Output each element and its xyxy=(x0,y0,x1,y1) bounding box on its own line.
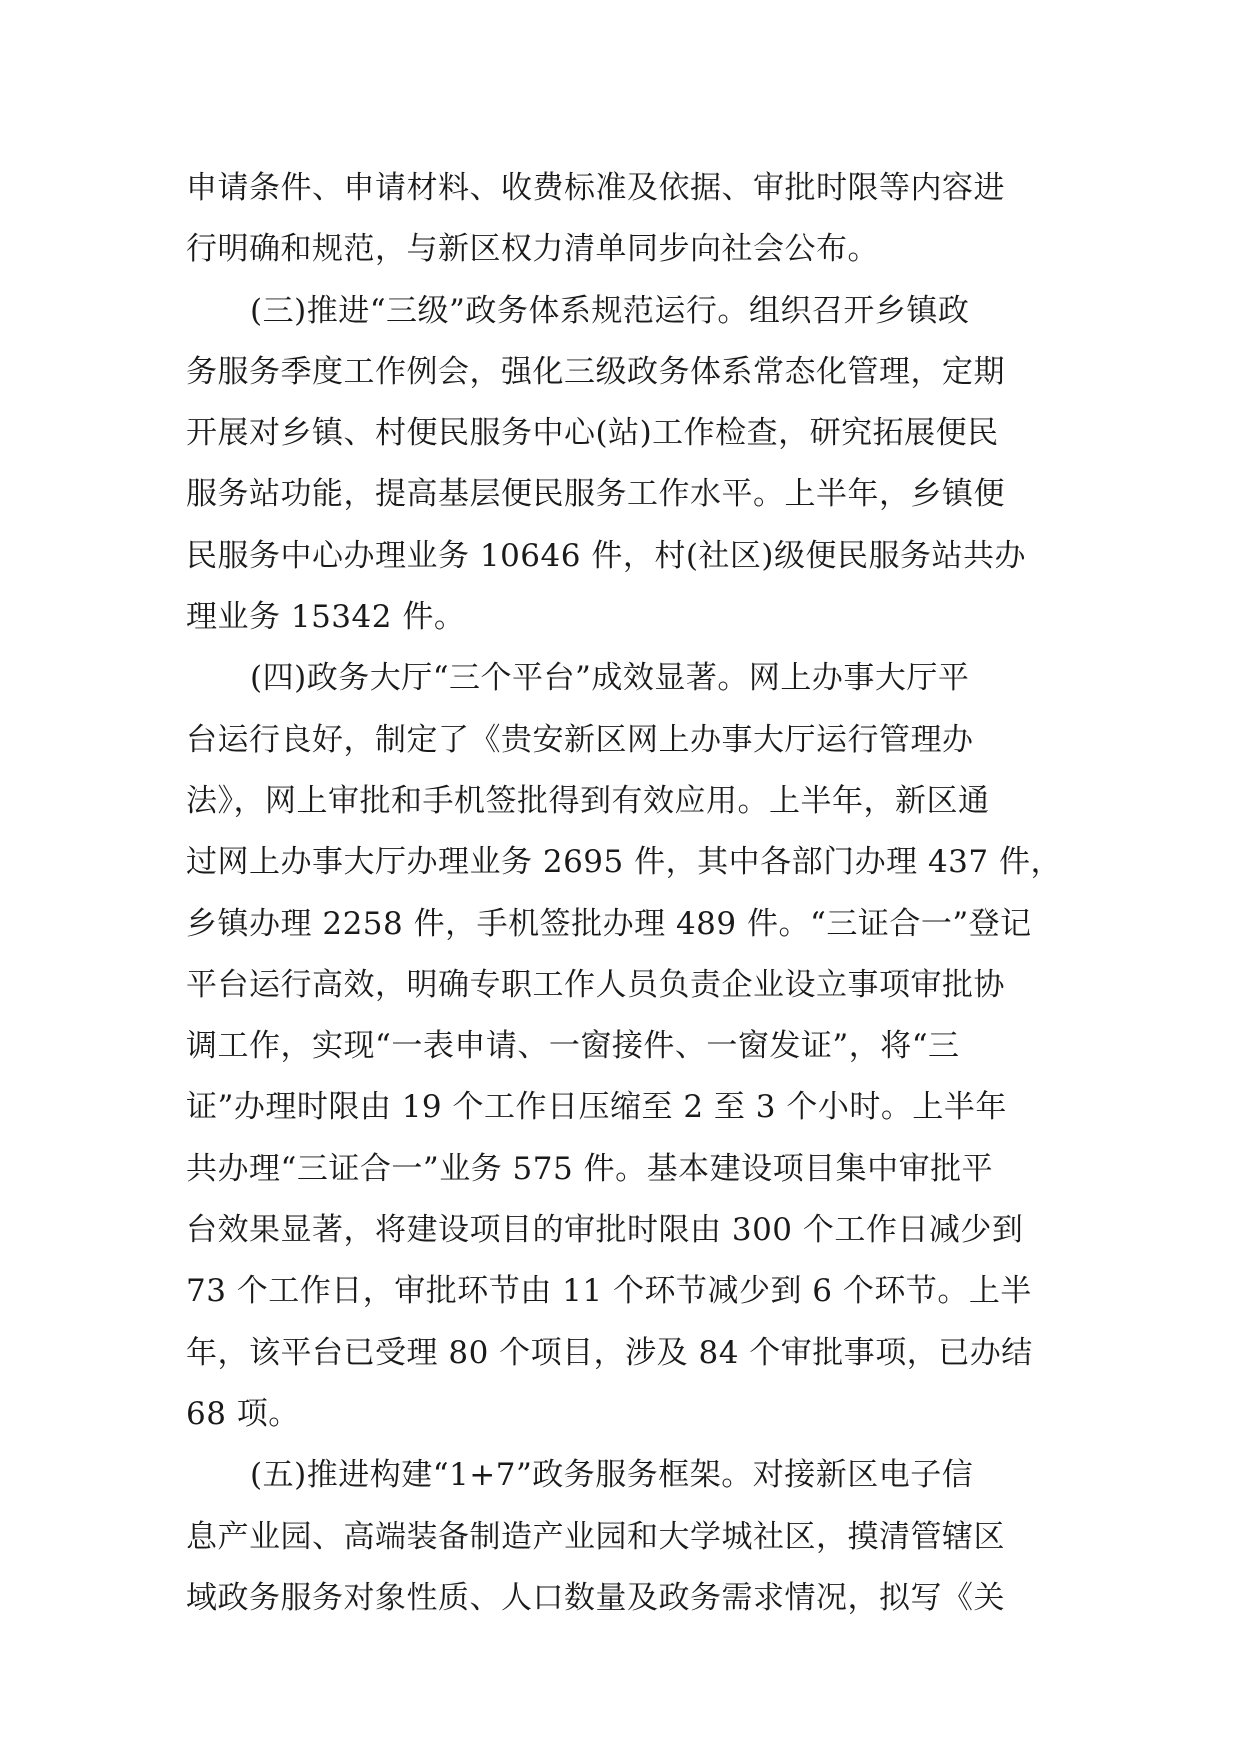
text-line: 73 个工作日，审批环节由 11 个环节减少到 6 个环节。上半 xyxy=(186,1273,1032,1310)
text-line: 域政务服务对象性质、人口数量及政务需求情况，拟写《关 xyxy=(186,1579,1005,1616)
text-line: 台运行良好，制定了《贵安新区网上办事大厅运行管理办 xyxy=(186,721,974,758)
text-line: 服务站功能，提高基层便民服务工作水平。上半年，乡镇便 xyxy=(186,476,1005,513)
text-line: 申请条件、申请材料、收费标准及依据、审批时限等内容进 xyxy=(186,170,1005,206)
text-line: 行明确和规范，与新区权力清单同步向社会公布。 xyxy=(186,231,879,268)
text-line: (五)推进构建“1+7”政务服务框架。对接新区电子信 xyxy=(250,1457,974,1494)
text-line: 务服务季度工作例会，强化三级政务体系常态化管理，定期 xyxy=(186,353,1005,390)
body-text xyxy=(186,158,1066,1629)
text-line: 息产业园、高端装备制造产业园和大学城社区，摸清管辖区 xyxy=(186,1518,1005,1555)
text-line: 台效果显著，将建设项目的审批时限由 300 个工作日减少到 xyxy=(186,1212,1024,1249)
text-line: 年，该平台已受理 80 个项目，涉及 84 个审批事项，已办结 xyxy=(186,1334,1033,1371)
text-line: 过网上办事大厅办理业务 2695 件，其中各部门办理 437 件， xyxy=(186,844,1062,881)
text-line: 民服务中心办理业务 10646 件，村(社区)级便民服务站共办 xyxy=(186,537,1027,574)
text-line: 乡镇办理 2258 件，手机签批办理 489 件。“三证合一”登记 xyxy=(186,905,1032,942)
text-line: 开展对乡镇、村便民服务中心(站)工作检查，研究拓展便民 xyxy=(186,415,999,452)
text-line: (三)推进“三级”政务体系规范运行。组织召开乡镇政 xyxy=(250,292,970,329)
text-line: 理业务 15342 件。 xyxy=(186,599,466,636)
text-line: 证”办理时限由 19 个工作日压缩至 2 至 3 个小时。上半年 xyxy=(186,1089,1007,1126)
text-line: (四)政务大厅“三个平台”成效显著。网上办事大厅平 xyxy=(250,660,970,697)
text-line: 调工作，实现“一表申请、一窗接件、一窗发证”，将“三 xyxy=(186,1028,960,1065)
text-line: 68 项。 xyxy=(186,1395,300,1432)
text-line: 法》，网上审批和手机签批得到有效应用。上半年，新区通 xyxy=(186,782,990,819)
text-line: 平台运行高效，明确专职工作人员负责企业设立事项审批协 xyxy=(186,966,1005,1003)
text-line: 共办理“三证合一”业务 575 件。基本建设项目集中审批平 xyxy=(186,1150,994,1187)
